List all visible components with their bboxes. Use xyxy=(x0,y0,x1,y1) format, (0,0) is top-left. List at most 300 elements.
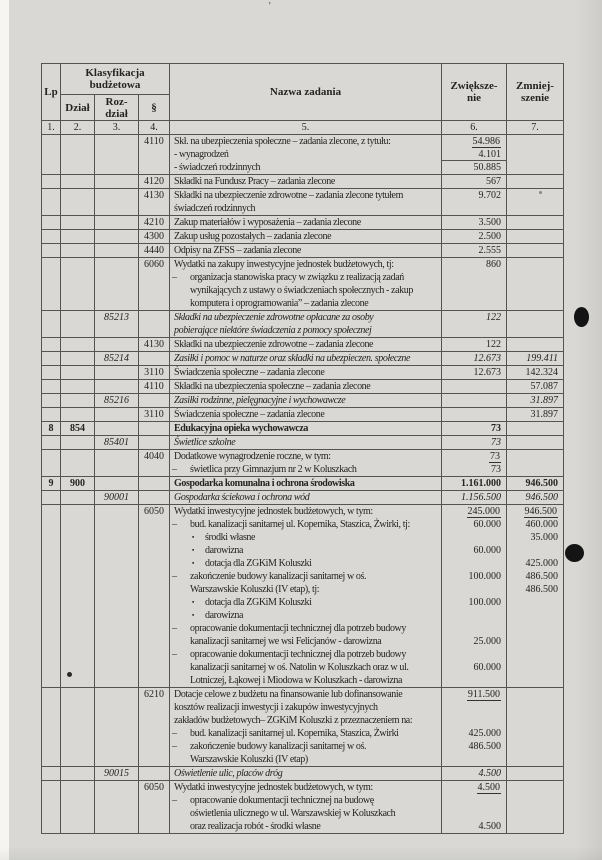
cell-zwiekszenie xyxy=(442,366,507,380)
amount-line xyxy=(442,674,506,687)
amount-line xyxy=(442,609,506,622)
amount-line xyxy=(507,436,563,449)
task-name-line xyxy=(170,311,441,324)
table-row xyxy=(42,422,564,436)
task-name-line xyxy=(170,366,441,379)
amount-line xyxy=(442,463,506,476)
cell-zwiekszenie xyxy=(442,216,507,230)
table-row xyxy=(42,311,564,338)
amount-line xyxy=(507,202,563,215)
amount-line xyxy=(442,216,506,229)
cell-task-name xyxy=(170,380,442,394)
amount-line xyxy=(507,216,563,229)
cell-dzial xyxy=(61,436,95,450)
cell-zwiekszenie xyxy=(442,436,507,450)
amount-line xyxy=(442,161,506,174)
col-number-7: 7. xyxy=(507,121,564,135)
task-name-line xyxy=(170,380,441,393)
cell-task-name xyxy=(170,477,442,491)
cell-zmniejszenie xyxy=(507,781,564,834)
amount-line xyxy=(507,609,563,622)
amount-line xyxy=(507,352,563,365)
task-name-line xyxy=(170,491,441,504)
table-row xyxy=(42,366,564,380)
cell-zmniejszenie xyxy=(507,505,564,688)
amount-value: 4.500 xyxy=(478,768,501,779)
amount-line xyxy=(507,674,563,687)
amount-line xyxy=(507,740,563,753)
table-row xyxy=(42,338,564,352)
cell-rozdzial: 85213 xyxy=(95,311,139,338)
amount-line xyxy=(442,557,506,570)
table-header xyxy=(42,64,564,135)
col-number-4: 4. xyxy=(139,121,170,135)
col-header-zwiekszenie-line1: Zwiększe- xyxy=(450,80,498,92)
amount-value: 50.885 xyxy=(473,162,501,173)
dash-bullet-icon: – xyxy=(172,728,177,739)
task-name-text: Zasiłki i pomoc w naturze oraz składki na ubezpieczen. społeczne xyxy=(174,353,411,364)
cell-dzial xyxy=(61,338,95,352)
amount-line xyxy=(442,570,506,583)
task-name-text: kosztów realizacji inwestycji i zakupów inwestycyjnych xyxy=(174,702,378,713)
amount-line xyxy=(507,727,563,740)
dash-bullet-icon: – xyxy=(172,649,177,660)
cell-zmniejszenie xyxy=(507,338,564,352)
amount-line xyxy=(507,544,563,557)
dash-bullet-icon: – xyxy=(172,623,177,634)
cell-zwiekszenie xyxy=(442,781,507,834)
cell-paragraf xyxy=(139,491,170,505)
amount-value: 4.500 xyxy=(478,821,501,832)
cell-rozdzial xyxy=(95,505,139,688)
cell-task-name xyxy=(170,422,442,436)
table-row xyxy=(42,216,564,230)
task-name-text: oraz realizacja robót - środki własne xyxy=(190,821,321,832)
task-name-text: dotacja dla ZGKiM Koluszki xyxy=(205,597,312,608)
task-name-text: Składki na Fundusz Pracy – zadania zlecone xyxy=(174,176,335,187)
cell-paragraf: 3110 xyxy=(139,366,170,380)
square-bullet-icon: ▪ xyxy=(192,599,194,606)
cell-zmniejszenie xyxy=(507,244,564,258)
task-name-text: Warszawskie Koluszki (IV etap), tj: xyxy=(190,584,320,595)
task-name-line xyxy=(170,714,441,727)
task-name-text: Zasiłki rodzinne, pielęgnacyjne i wychowawcze xyxy=(174,395,346,406)
task-name-line xyxy=(170,544,441,557)
cell-zwiekszenie xyxy=(442,394,507,408)
amount-line xyxy=(442,380,506,393)
budget-table-body xyxy=(42,135,564,834)
task-name-line xyxy=(170,661,441,674)
cell-zwiekszenie xyxy=(442,352,507,366)
cell-task-name xyxy=(170,244,442,258)
amount-value: 946.500 xyxy=(525,478,558,489)
task-name-line xyxy=(170,338,441,351)
cell-lp xyxy=(42,450,61,477)
amount-line xyxy=(507,781,563,794)
cell-dzial xyxy=(61,175,95,189)
table-row xyxy=(42,175,564,189)
task-name-text: Oświetlenie ulic, placów dróg xyxy=(174,768,283,779)
col-number-1: 1. xyxy=(42,121,61,135)
dash-bullet-icon: – xyxy=(172,464,177,475)
cell-lp: 9 xyxy=(42,477,61,491)
table-row xyxy=(42,394,564,408)
cell-task-name xyxy=(170,436,442,450)
amount-value: 486.500 xyxy=(468,741,501,752)
amount-value: 60.000 xyxy=(473,545,501,556)
task-name-text: Dodatkowe wynagrodzenie roczne, w tym: xyxy=(174,451,331,462)
cell-lp xyxy=(42,394,61,408)
cell-rozdzial xyxy=(95,422,139,436)
task-name-text: komputera i oprogramowania” – zadania zlecone xyxy=(190,298,369,309)
cell-rozdzial xyxy=(95,450,139,477)
amount-line xyxy=(507,297,563,310)
amount-value: 911.500 xyxy=(467,689,500,700)
amount-value: 1.161.000 xyxy=(461,478,501,489)
task-name-line xyxy=(170,297,441,310)
cell-paragraf: 6210 xyxy=(139,688,170,767)
cell-zwiekszenie xyxy=(442,688,507,767)
square-bullet-icon: ▪ xyxy=(192,560,194,567)
task-name-line xyxy=(170,161,441,174)
cell-lp xyxy=(42,366,61,380)
cell-dzial xyxy=(61,380,95,394)
col-header-zwiekszenie-line2: nie xyxy=(466,92,482,104)
amount-line xyxy=(442,450,506,463)
amount-line xyxy=(507,701,563,714)
cell-rozdzial xyxy=(95,216,139,230)
col-header-rozdzial-line1: Roz- xyxy=(105,95,128,108)
task-name-line xyxy=(170,436,441,449)
task-name-text: - wynagrodzeń xyxy=(174,149,229,160)
amount-value: 100.000 xyxy=(468,597,501,608)
task-name-text: - świadczeń rodzinnych xyxy=(174,162,261,173)
task-name-text: zakładów budżetowych– ZGKiM Koluszki z przeznaczeniem na: xyxy=(174,715,413,726)
cell-zwiekszenie xyxy=(442,450,507,477)
amount-line xyxy=(507,583,563,596)
col-header-rozdzial-line2: dział xyxy=(105,107,128,120)
cell-zwiekszenie xyxy=(442,767,507,781)
cell-zmniejszenie xyxy=(507,352,564,366)
task-name-text: dotacja dla ZGKiM Koluszki xyxy=(205,558,312,569)
amount-line xyxy=(507,394,563,407)
table-row xyxy=(42,244,564,258)
cell-task-name xyxy=(170,258,442,311)
cell-rozdzial xyxy=(95,477,139,491)
cell-lp xyxy=(42,311,61,338)
col-header-paragraf: § xyxy=(139,95,170,121)
amount-line xyxy=(507,648,563,661)
cell-task-name xyxy=(170,189,442,216)
amount-line xyxy=(442,596,506,609)
amount-line xyxy=(507,324,563,337)
task-name-text: wynikających z ustawy o świadczeniach społecznych - zakup xyxy=(190,285,413,296)
table-row xyxy=(42,781,564,834)
amount-value: 122 xyxy=(486,312,501,323)
cell-zmniejszenie xyxy=(507,408,564,422)
cell-task-name xyxy=(170,366,442,380)
col-header-klasyfikacja xyxy=(61,64,170,95)
square-bullet-icon: ▪ xyxy=(192,547,194,554)
task-name-line xyxy=(170,557,441,570)
amount-value: 100.000 xyxy=(468,571,501,582)
cell-zwiekszenie xyxy=(442,380,507,394)
amount-line xyxy=(442,505,506,518)
task-name-text: Zakup usług pozostałych – zadania zlecone xyxy=(174,231,332,242)
task-name-line xyxy=(170,175,441,188)
task-name-line xyxy=(170,230,441,243)
cell-rozdzial xyxy=(95,258,139,311)
amount-line xyxy=(507,596,563,609)
cell-paragraf: 6060 xyxy=(139,258,170,311)
task-name-line xyxy=(170,794,441,807)
task-name-text: opracowanie dokumentacji technicznej dla potrzeb budowy xyxy=(190,649,406,660)
cell-rozdzial: 85401 xyxy=(95,436,139,450)
amount-line xyxy=(442,324,506,337)
amount-value: 4.500 xyxy=(477,782,500,793)
cell-lp xyxy=(42,436,61,450)
amount-line xyxy=(507,284,563,297)
amount-line xyxy=(442,148,506,161)
cell-paragraf: 4040 xyxy=(139,450,170,477)
amount-line xyxy=(507,338,563,351)
task-name-line xyxy=(170,394,441,407)
amount-line xyxy=(442,648,506,661)
amount-line xyxy=(507,408,563,421)
cell-zmniejszenie xyxy=(507,450,564,477)
cell-paragraf xyxy=(139,477,170,491)
amount-value: 860 xyxy=(486,259,501,270)
task-name-text: darowizna xyxy=(205,610,244,621)
amount-line xyxy=(507,622,563,635)
amount-line xyxy=(442,544,506,557)
col-header-klasyfikacja-line1: Klasyfikacja xyxy=(85,67,145,79)
dash-bullet-icon: – xyxy=(172,741,177,752)
cell-zmniejszenie xyxy=(507,189,564,216)
task-name-text: Składki na ubezpieczenia społeczne – zadania zlecone xyxy=(174,381,371,392)
task-name-line xyxy=(170,324,441,337)
amount-line xyxy=(507,463,563,476)
task-name-line xyxy=(170,284,441,297)
cell-rozdzial xyxy=(95,135,139,175)
cell-zwiekszenie xyxy=(442,175,507,189)
budget-table xyxy=(41,63,564,834)
cell-zwiekszenie xyxy=(442,338,507,352)
cell-rozdzial xyxy=(95,338,139,352)
cell-dzial xyxy=(61,781,95,834)
amount-line xyxy=(442,366,506,379)
amount-line xyxy=(507,570,563,583)
cell-dzial xyxy=(61,505,95,688)
cell-dzial xyxy=(61,688,95,767)
amount-line xyxy=(442,531,506,544)
cell-rozdzial: 90001 xyxy=(95,491,139,505)
amount-value: 486.500 xyxy=(525,571,558,582)
cell-zmniejszenie xyxy=(507,135,564,175)
amount-value: 946.500 xyxy=(525,492,558,503)
cell-zwiekszenie xyxy=(442,230,507,244)
cell-rozdzial xyxy=(95,230,139,244)
amount-line xyxy=(507,477,563,490)
dash-bullet-icon: – xyxy=(172,795,177,806)
task-name-line xyxy=(170,271,441,284)
ink-dot xyxy=(67,672,72,677)
cell-zmniejszenie xyxy=(507,380,564,394)
cell-rozdzial: 90015 xyxy=(95,767,139,781)
task-name-line xyxy=(170,531,441,544)
task-name-line xyxy=(170,202,441,215)
cell-paragraf xyxy=(139,311,170,338)
amount-line xyxy=(442,661,506,674)
task-name-line xyxy=(170,622,441,635)
cell-dzial xyxy=(61,244,95,258)
table-row xyxy=(42,135,564,175)
amount-line xyxy=(442,244,506,257)
cell-task-name xyxy=(170,338,442,352)
cell-task-name xyxy=(170,505,442,688)
task-name-line xyxy=(170,609,441,622)
amount-line xyxy=(507,518,563,531)
cell-lp xyxy=(42,767,61,781)
cell-rozdzial: 85214 xyxy=(95,352,139,366)
amount-value: 3.500 xyxy=(478,217,501,228)
cell-dzial xyxy=(61,394,95,408)
task-name-text: oświetlenia ulicznego w ul. Warszawskiej w Koluszkach xyxy=(190,808,396,819)
cell-lp xyxy=(42,216,61,230)
table-row xyxy=(42,505,564,688)
task-name-text: darowizna xyxy=(205,545,244,556)
amount-value: 31.897 xyxy=(530,409,558,420)
cell-zwiekszenie xyxy=(442,505,507,688)
cell-dzial xyxy=(61,366,95,380)
amount-line xyxy=(507,807,563,820)
cell-paragraf: 4300 xyxy=(139,230,170,244)
task-name-text: Skł. na ubezpieczenia społeczne – zadania zlecone, z tytułu: xyxy=(174,136,391,147)
col-number-6: 6. xyxy=(442,121,507,135)
task-name-text: bud. kanalizacji sanitarnej ul. Kopernika, Staszica, Żwirki xyxy=(190,728,399,739)
cell-task-name xyxy=(170,767,442,781)
task-name-text: Warszawskie Koluszki (IV etap) xyxy=(190,754,308,765)
task-name-text: Zakup materiałów i wyposażenia – zadania zlecone xyxy=(174,217,361,228)
task-name-line xyxy=(170,518,441,531)
task-name-line xyxy=(170,807,441,820)
amount-value: 460.000 xyxy=(525,519,558,530)
dash-bullet-icon: – xyxy=(172,571,177,582)
cell-paragraf: 4210 xyxy=(139,216,170,230)
amount-value: 57.087 xyxy=(530,381,558,392)
cell-lp xyxy=(42,189,61,216)
cell-rozdzial xyxy=(95,189,139,216)
amount-line xyxy=(507,820,563,833)
amount-line xyxy=(507,753,563,766)
col-header-zwiekszenie xyxy=(442,64,507,121)
cell-task-name xyxy=(170,135,442,175)
cell-lp xyxy=(42,781,61,834)
cell-dzial xyxy=(61,767,95,781)
cell-dzial xyxy=(61,408,95,422)
cell-zmniejszenie xyxy=(507,422,564,436)
amount-line xyxy=(507,794,563,807)
cell-rozdzial xyxy=(95,175,139,189)
amount-line xyxy=(442,436,506,449)
table-row xyxy=(42,491,564,505)
cell-lp xyxy=(42,491,61,505)
amount-value: 142.324 xyxy=(525,367,558,378)
amount-line xyxy=(507,271,563,284)
amount-line xyxy=(507,161,563,174)
amount-value: 9.702 xyxy=(478,190,501,201)
cell-paragraf: 6050 xyxy=(139,781,170,834)
amount-line xyxy=(442,258,506,271)
table-row xyxy=(42,230,564,244)
cell-zmniejszenie xyxy=(507,311,564,338)
amount-value: 4.101 xyxy=(478,149,501,160)
amount-line xyxy=(442,422,506,435)
scan-edge-left xyxy=(0,0,9,860)
amount-line xyxy=(507,148,563,161)
col-header-nazwa: Nazwa zadania xyxy=(170,64,442,121)
cell-dzial xyxy=(61,189,95,216)
col-header-dzial: Dział xyxy=(61,95,95,121)
cell-lp xyxy=(42,380,61,394)
task-name-line xyxy=(170,740,441,753)
task-name-line xyxy=(170,189,441,202)
cell-task-name xyxy=(170,491,442,505)
amount-value: 60.000 xyxy=(473,662,501,673)
numbering-row xyxy=(42,121,564,135)
cell-lp xyxy=(42,258,61,311)
cell-dzial xyxy=(61,352,95,366)
cell-lp xyxy=(42,688,61,767)
dash-bullet-icon: – xyxy=(172,272,177,283)
task-name-text: kanalizacji sanitarnej w oś. Natolin w Koluszkach oraz w ul. xyxy=(190,662,409,673)
col-number-5: 5. xyxy=(170,121,442,135)
cell-task-name xyxy=(170,311,442,338)
task-name-line xyxy=(170,635,441,648)
cell-lp xyxy=(42,244,61,258)
cell-zmniejszenie xyxy=(507,394,564,408)
cell-zmniejszenie xyxy=(507,436,564,450)
amount-line xyxy=(442,807,506,820)
amount-value: 60.000 xyxy=(473,519,501,530)
task-name-text: pobierające niektóre świadczenia z pomocy społecznej xyxy=(174,325,372,336)
cell-task-name xyxy=(170,352,442,366)
scan-shade-right xyxy=(576,0,602,860)
amount-value: 73 xyxy=(491,464,501,475)
task-name-text: Składki na ubezpieczenie zdrowotne – zadania zlecone xyxy=(174,339,374,350)
cell-zwiekszenie xyxy=(442,422,507,436)
table-row xyxy=(42,258,564,311)
task-name-line xyxy=(170,408,441,421)
scan-shade-bottom xyxy=(0,846,602,860)
amount-line xyxy=(442,781,506,794)
cell-zmniejszenie xyxy=(507,688,564,767)
amount-line xyxy=(442,688,506,701)
amount-line xyxy=(442,701,506,714)
amount-line xyxy=(442,622,506,635)
cell-task-name xyxy=(170,394,442,408)
cell-lp: 8 xyxy=(42,422,61,436)
cell-zwiekszenie xyxy=(442,189,507,216)
cell-lp xyxy=(42,338,61,352)
amount-value: 73 xyxy=(491,437,501,448)
task-name-text: kanalizacji sanitarnej we wsi Felicjanów - darowizna xyxy=(190,636,382,647)
cell-zwiekszenie xyxy=(442,408,507,422)
cell-lp xyxy=(42,352,61,366)
amount-line xyxy=(442,338,506,351)
task-name-line xyxy=(170,505,441,518)
amount-line xyxy=(442,794,506,807)
